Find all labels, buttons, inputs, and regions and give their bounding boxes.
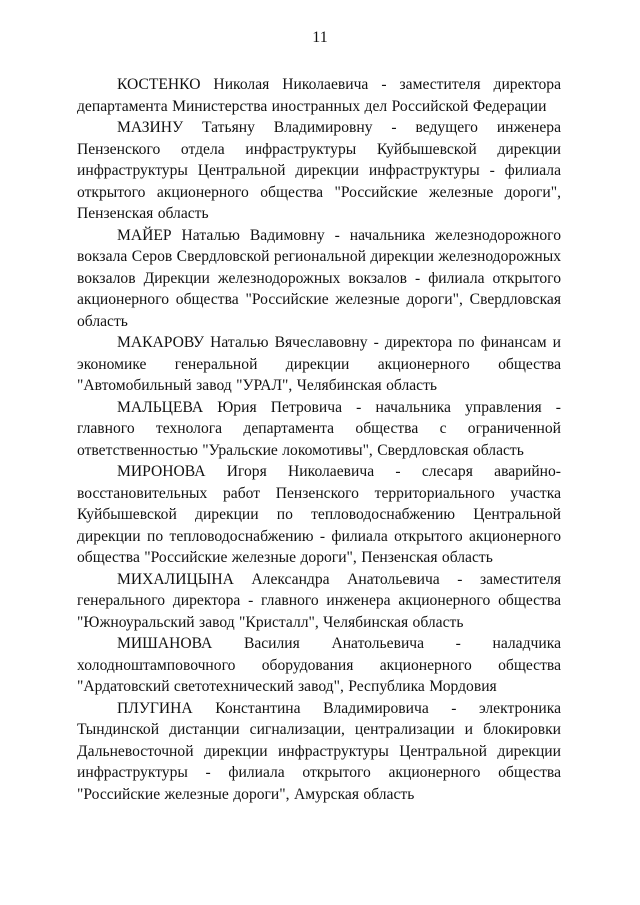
document-body [77,74,561,805]
award-entry-mishanov: МИШАНОВА Василия Анатольевича - наладчика холодноштамповочного оборудования акционерного общества "Ардатовский светотехнический завод", Республика Мордовия [77,635,561,695]
award-entry-plugin: ПЛУГИНА Константина Владимировича - электроника Тындинской дистанции сигнализации, централизации и блокировки Дальневосточной дирекции инфраструктуры Центральной дирекции инфраструктуры - филиала открытого акционерного общества "Российские железные дороги", Амурская область [77,699,561,803]
award-entry-kostenko: КОСТЕНКО Николая Николаевича - заместителя директора департамента Министерства иностранных дел Российской Федерации [77,76,561,115]
award-entry-mikhalitsyn: МИХАЛИЦЫНА Александра Анатольевича - заместителя генерального директора - главного инженера акционерного общества "Южноуральский завод "Кристалл", Челябинская область [77,570,561,631]
award-entry-maltsev: МАЛЬЦЕВА Юрия Петровича - начальника управления - главного технолога департамента общества с ограниченной ответственностью "Уральские локомотивы", Свердловская область [77,398,561,459]
award-entry-makarova: МАКАРОВУ Наталью Вячеславовну - директора по финансам и экономике генеральной дирекции акционерного общества "Автомобильный завод "УРАЛ", Челябинская область [77,334,561,394]
award-entry-mazina: МАЗИНУ Татьяну Владимировну - ведущего инженера Пензенского отдела инфраструктуры Куйбышевской дирекции инфраструктуры Центральной дирекции инфраструктуры - филиала открытого акционерного общества "Российские железные дороги", Пензенская область [77,119,561,222]
award-entry-mironov: МИРОНОВА Игоря Николаевича - слесаря аварийно-восстановительных работ Пензенского территориального участка Куйбышевской дирекции по тепловодоснабжению Центральной дирекции по тепловодоснабжению - филиала открытого акционерного общества "Российские железные дороги", Пензенская область [77,463,561,566]
page-number: 11 [312,29,328,46]
award-entry-mayer: МАЙЕР Наталью Вадимовну - начальника железнодорожного вокзала Серов Свердловской региональной дирекции железнодорожных вокзалов Дирекции железнодорожных вокзалов - филиала открытого акционерного общества "Российские железные дороги", Свердловская область [77,226,561,330]
